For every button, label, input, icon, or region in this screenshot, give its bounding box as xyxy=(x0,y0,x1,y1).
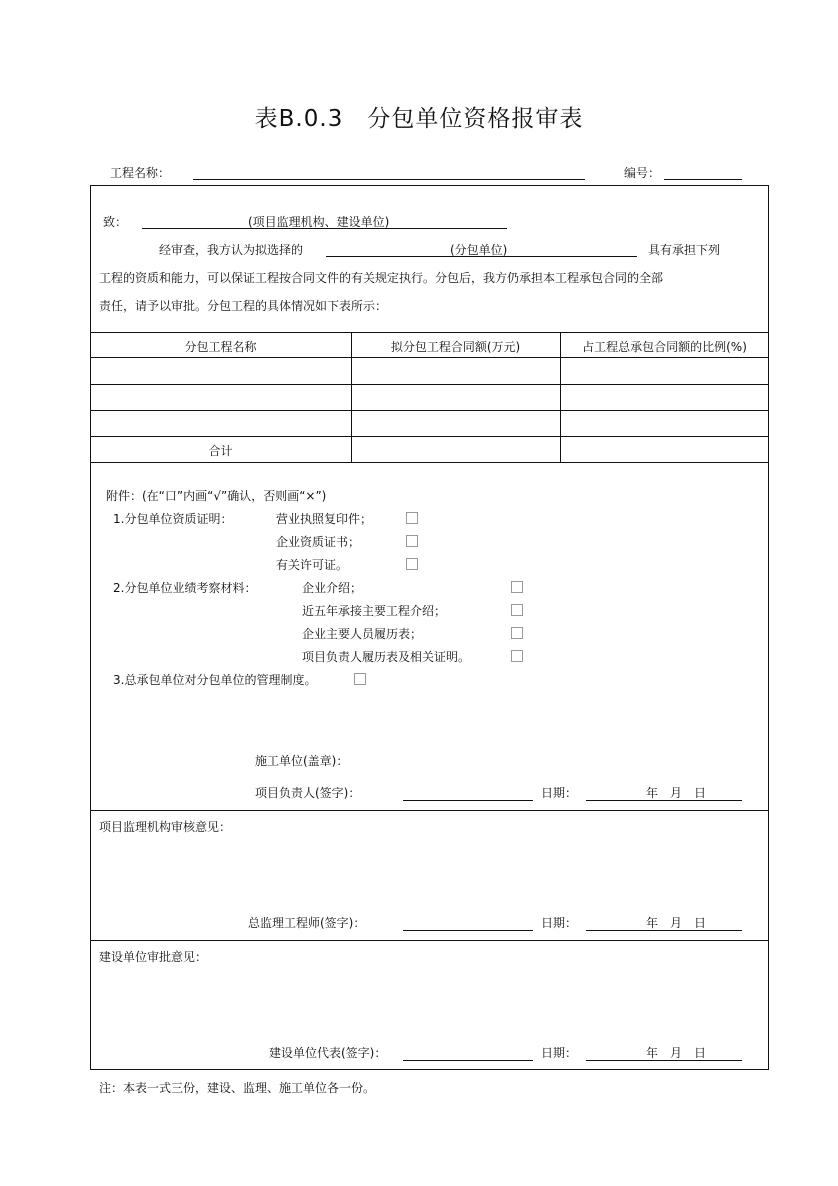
table-cell[interactable] xyxy=(351,416,560,434)
table-cell[interactable] xyxy=(560,364,769,382)
contractor-date-units: 年 月 日 xyxy=(646,786,707,800)
table-row-border xyxy=(90,410,769,411)
table-cell[interactable] xyxy=(90,364,351,382)
intro-line3: 责任，请予以审批。分包工程的具体情况如下表所示： xyxy=(99,299,388,313)
attachment-checkbox[interactable] xyxy=(511,581,523,593)
form-title: 表B.0.3 分包单位资格报审表 xyxy=(254,106,584,132)
owner-opinion-label: 建设单位审批意见： xyxy=(99,950,208,964)
attachment-item: 项目负责人履历表及相关证明。 xyxy=(302,650,471,664)
to-hint: (项目监理机构、建设单位) xyxy=(248,215,390,229)
attachment-group1-label: 1.分包单位资质证明： xyxy=(113,512,233,526)
supervision-sign-field[interactable] xyxy=(403,930,533,931)
intro-line2: 工程的资质和能力，可以保证工程按合同文件的有关规定执行。分包后，我方仍承担本工程承包合同的全部 xyxy=(99,271,664,285)
attachment-checkbox[interactable] xyxy=(511,627,523,639)
attachment-checkbox[interactable] xyxy=(354,673,366,685)
attachment-item: 近五年承接主要工程介绍； xyxy=(302,604,447,618)
attachment-group3-label: 3.总承包单位对分包单位的管理制度。 xyxy=(113,673,317,687)
table-total-ratio[interactable] xyxy=(560,442,769,460)
owner-sign-field[interactable] xyxy=(403,1060,533,1061)
attachment-item: 营业执照复印件； xyxy=(276,512,373,526)
table-cell[interactable] xyxy=(351,364,560,382)
section-divider xyxy=(90,810,769,811)
number-field[interactable] xyxy=(664,179,742,180)
supervision-opinion-label: 项目监理机构审核意见： xyxy=(99,820,232,834)
attachment-group2-label: 2.分包单位业绩考察材料： xyxy=(113,581,257,595)
table-cell[interactable] xyxy=(560,416,769,434)
subcontractor-hint: (分包单位) xyxy=(450,243,508,257)
contractor-sign-field[interactable] xyxy=(403,800,533,801)
table-header-amount: 拟分包工程合同额(万元) xyxy=(390,340,521,354)
owner-sign-label: 建设单位代表(签字)： xyxy=(269,1046,387,1060)
contractor-sign-label: 项目负责人(签字)： xyxy=(255,786,361,800)
form-frame xyxy=(90,185,769,1070)
attachment-checkbox[interactable] xyxy=(511,650,523,662)
contractor-date-label: 日期： xyxy=(541,786,578,800)
attachment-item: 有关许可证。 xyxy=(276,558,349,572)
table-header-name: 分包工程名称 xyxy=(184,340,257,354)
owner-date-label: 日期： xyxy=(541,1046,578,1060)
table-header-ratio: 占工程总承包合同额的比例(%) xyxy=(582,340,747,354)
contractor-seal-label: 施工单位(盖章)： xyxy=(255,754,349,768)
supervision-sign-label: 总监理工程师(签字)： xyxy=(248,916,366,930)
attachment-checkbox[interactable] xyxy=(406,535,418,547)
section-divider xyxy=(90,940,769,941)
supervision-date-units: 年 月 日 xyxy=(646,916,707,930)
table-total-amount[interactable] xyxy=(351,442,560,460)
number-label: 编号： xyxy=(624,166,661,180)
attachment-checkbox[interactable] xyxy=(511,604,523,616)
attachment-item: 企业主要人员履历表； xyxy=(302,627,423,641)
table-total-label: 合计 xyxy=(208,444,233,458)
footnote: 注：本表一式三份，建设、监理、施工单位各一份。 xyxy=(99,1081,376,1095)
project-name-label: 工程名称： xyxy=(110,166,171,180)
table-cell[interactable] xyxy=(351,390,560,408)
table-row-border xyxy=(90,436,769,437)
supervision-date-label: 日期： xyxy=(541,916,578,930)
table-header-border xyxy=(90,357,769,358)
attachment-checkbox[interactable] xyxy=(406,558,418,570)
owner-date-units: 年 月 日 xyxy=(646,1046,707,1060)
attachment-item: 企业资质证书； xyxy=(276,535,361,549)
table-cell[interactable] xyxy=(560,390,769,408)
table-row-border xyxy=(90,384,769,385)
table-top-border xyxy=(90,332,769,333)
project-name-field[interactable] xyxy=(193,179,585,180)
table-bottom-border xyxy=(90,462,769,463)
intro-line1-suffix: 具有承担下列 xyxy=(648,243,721,257)
to-label: 致： xyxy=(103,215,128,229)
table-cell[interactable] xyxy=(90,416,351,434)
table-cell[interactable] xyxy=(90,390,351,408)
attachment-item: 企业介绍； xyxy=(302,581,363,595)
intro-line1-prefix: 经审查，我方认为拟选择的 xyxy=(159,243,304,257)
attachment-checkbox[interactable] xyxy=(406,512,418,524)
attachments-title: 附件：(在“口”内画“√”确认，否则画“×”) xyxy=(106,489,327,503)
